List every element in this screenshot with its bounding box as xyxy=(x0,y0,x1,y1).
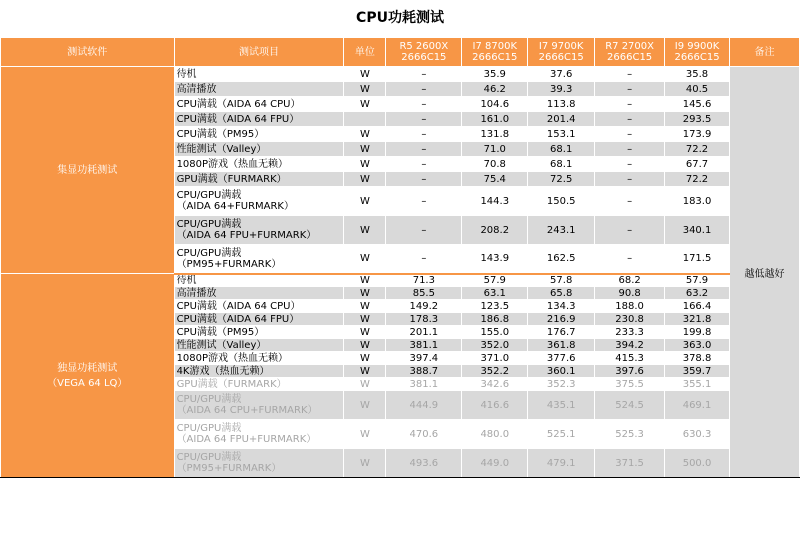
value-cell: – xyxy=(595,172,665,187)
value-cell: – xyxy=(386,112,462,127)
value-cell: 493.6 xyxy=(386,449,462,478)
test-item: 1080P游戏（热血无赖） xyxy=(174,352,344,365)
page-title: CPU功耗测试 xyxy=(356,10,444,26)
value-cell: – xyxy=(595,97,665,112)
unit-cell: W xyxy=(344,449,386,478)
value-cell: 243.1 xyxy=(528,216,595,245)
value-cell: 68.1 xyxy=(528,157,595,172)
value-cell: 144.3 xyxy=(462,187,528,216)
value-cell: 173.9 xyxy=(665,127,730,142)
value-cell: 104.6 xyxy=(462,97,528,112)
value-cell: 35.9 xyxy=(462,67,528,82)
value-cell: 35.8 xyxy=(665,67,730,82)
value-cell: 377.6 xyxy=(528,352,595,365)
value-cell: 75.4 xyxy=(462,172,528,187)
value-cell: 57.9 xyxy=(665,274,730,287)
value-cell: 85.5 xyxy=(386,287,462,300)
table-row xyxy=(1,274,800,287)
value-cell: 359.7 xyxy=(665,365,730,378)
table-bottom-rule xyxy=(0,477,800,478)
header-cpu: I7 9700K 2666C15 xyxy=(528,38,595,67)
test-item: CPU满载（AIDA 64 CPU） xyxy=(174,97,344,112)
value-cell: – xyxy=(386,216,462,245)
test-item: CPU/GPU满载 （PM95+FURMARK） xyxy=(174,449,344,478)
value-cell: 39.3 xyxy=(528,82,595,97)
unit-cell: W xyxy=(344,157,386,172)
value-cell: 67.7 xyxy=(665,157,730,172)
value-cell: 90.8 xyxy=(595,287,665,300)
value-cell: 415.3 xyxy=(595,352,665,365)
unit-cell: W xyxy=(344,313,386,326)
value-cell: 355.1 xyxy=(665,378,730,391)
value-cell: 525.3 xyxy=(595,420,665,449)
value-cell: 57.9 xyxy=(462,274,528,287)
unit-cell: W xyxy=(344,391,386,420)
value-cell: 123.5 xyxy=(462,300,528,313)
value-cell: 201.1 xyxy=(386,326,462,339)
value-cell: 470.6 xyxy=(386,420,462,449)
test-item: CPU/GPU满载 （PM95+FURMARK） xyxy=(174,245,344,274)
value-cell: 72.2 xyxy=(665,142,730,157)
value-cell: – xyxy=(595,127,665,142)
value-cell: 208.2 xyxy=(462,216,528,245)
value-cell: 155.0 xyxy=(462,326,528,339)
value-cell: 352.0 xyxy=(462,339,528,352)
test-item: GPU满载（FURMARK） xyxy=(174,172,344,187)
unit-cell: W xyxy=(344,274,386,287)
value-cell: 201.4 xyxy=(528,112,595,127)
unit-cell xyxy=(344,112,386,127)
power-table xyxy=(0,37,800,478)
note-cell: 越低越好 xyxy=(730,67,800,478)
value-cell: 397.4 xyxy=(386,352,462,365)
value-cell: 381.1 xyxy=(386,339,462,352)
unit-cell: W xyxy=(344,142,386,157)
value-cell: 37.6 xyxy=(528,67,595,82)
value-cell: – xyxy=(595,245,665,274)
value-cell: 113.8 xyxy=(528,97,595,112)
value-cell: 352.2 xyxy=(462,365,528,378)
test-item: CPU/GPU满载 （AIDA 64+FURMARK） xyxy=(174,187,344,216)
unit-cell: W xyxy=(344,97,386,112)
value-cell: 186.8 xyxy=(462,313,528,326)
value-cell: – xyxy=(386,67,462,82)
value-cell: 131.8 xyxy=(462,127,528,142)
header-cpu: I7 8700K 2666C15 xyxy=(462,38,528,67)
table-body xyxy=(1,67,800,478)
value-cell: – xyxy=(595,216,665,245)
value-cell: 394.2 xyxy=(595,339,665,352)
header-unit: 单位 xyxy=(344,38,386,67)
value-cell: 166.4 xyxy=(665,300,730,313)
value-cell: 65.8 xyxy=(528,287,595,300)
value-cell: 381.1 xyxy=(386,378,462,391)
value-cell: 444.9 xyxy=(386,391,462,420)
value-cell: 360.1 xyxy=(528,365,595,378)
test-item: CPU/GPU满载 （AIDA 64 CPU+FURMARK） xyxy=(174,391,344,420)
unit-cell: W xyxy=(344,216,386,245)
value-cell: 176.7 xyxy=(528,326,595,339)
value-cell: 293.5 xyxy=(665,112,730,127)
value-cell: 416.6 xyxy=(462,391,528,420)
value-cell: 342.6 xyxy=(462,378,528,391)
value-cell: 375.5 xyxy=(595,378,665,391)
value-cell: 479.1 xyxy=(528,449,595,478)
value-cell: 340.1 xyxy=(665,216,730,245)
test-item: 性能测试（Valley） xyxy=(174,142,344,157)
value-cell: 352.3 xyxy=(528,378,595,391)
test-item: 高清播放 xyxy=(174,287,344,300)
test-item: GPU满载（FURMARK） xyxy=(174,378,344,391)
value-cell: 435.1 xyxy=(528,391,595,420)
value-cell: 46.2 xyxy=(462,82,528,97)
header-cpu: I9 9900K 2666C15 xyxy=(665,38,730,67)
value-cell: 72.2 xyxy=(665,172,730,187)
value-cell: 183.0 xyxy=(665,187,730,216)
value-cell: 397.6 xyxy=(595,365,665,378)
value-cell: 480.0 xyxy=(462,420,528,449)
value-cell: 150.5 xyxy=(528,187,595,216)
value-cell: 216.9 xyxy=(528,313,595,326)
value-cell: – xyxy=(595,157,665,172)
test-item: 待机 xyxy=(174,67,344,82)
value-cell: 199.8 xyxy=(665,326,730,339)
value-cell: 72.5 xyxy=(528,172,595,187)
header-item: 测试项目 xyxy=(174,38,344,67)
unit-cell: W xyxy=(344,127,386,142)
value-cell: 57.8 xyxy=(528,274,595,287)
test-item: CPU满载（AIDA 64 CPU） xyxy=(174,300,344,313)
table-row xyxy=(1,67,800,82)
test-item: 4K游戏（热血无赖） xyxy=(174,365,344,378)
value-cell: 70.8 xyxy=(462,157,528,172)
test-item: 待机 xyxy=(174,274,344,287)
value-cell: 630.3 xyxy=(665,420,730,449)
unit-cell: W xyxy=(344,172,386,187)
header-cpu: R5 2600X 2666C15 xyxy=(386,38,462,67)
value-cell: – xyxy=(386,142,462,157)
value-cell: 500.0 xyxy=(665,449,730,478)
header-software: 测试软件 xyxy=(1,38,175,67)
group-label: 独显功耗测试 （VEGA 64 LQ） xyxy=(1,274,175,478)
unit-cell: W xyxy=(344,420,386,449)
value-cell: 321.8 xyxy=(665,313,730,326)
unit-cell: W xyxy=(344,326,386,339)
value-cell: 40.5 xyxy=(665,82,730,97)
value-cell: 143.9 xyxy=(462,245,528,274)
value-cell: – xyxy=(595,187,665,216)
value-cell: – xyxy=(386,245,462,274)
value-cell: 363.0 xyxy=(665,339,730,352)
value-cell: 524.5 xyxy=(595,391,665,420)
value-cell: 63.1 xyxy=(462,287,528,300)
test-item: 高清播放 xyxy=(174,82,344,97)
value-cell: 134.3 xyxy=(528,300,595,313)
test-item: CPU满载（AIDA 64 FPU） xyxy=(174,112,344,127)
value-cell: – xyxy=(386,82,462,97)
value-cell: – xyxy=(386,97,462,112)
value-cell: 71.3 xyxy=(386,274,462,287)
value-cell: 388.7 xyxy=(386,365,462,378)
value-cell: 149.2 xyxy=(386,300,462,313)
unit-cell: W xyxy=(344,365,386,378)
value-cell: – xyxy=(386,172,462,187)
value-cell: 171.5 xyxy=(665,245,730,274)
test-item: CPU满载（AIDA 64 FPU） xyxy=(174,313,344,326)
value-cell: – xyxy=(595,142,665,157)
test-item: CPU满载（PM95） xyxy=(174,326,344,339)
value-cell: 233.3 xyxy=(595,326,665,339)
test-item: CPU/GPU满载 （AIDA 64 FPU+FURMARK） xyxy=(174,420,344,449)
value-cell: 449.0 xyxy=(462,449,528,478)
test-item: 性能测试（Valley） xyxy=(174,339,344,352)
value-cell: 371.0 xyxy=(462,352,528,365)
value-cell: – xyxy=(595,112,665,127)
value-cell: 145.6 xyxy=(665,97,730,112)
unit-cell: W xyxy=(344,82,386,97)
value-cell: 68.2 xyxy=(595,274,665,287)
value-cell: 178.3 xyxy=(386,313,462,326)
value-cell: 188.0 xyxy=(595,300,665,313)
value-cell: 71.0 xyxy=(462,142,528,157)
value-cell: 68.1 xyxy=(528,142,595,157)
unit-cell: W xyxy=(344,339,386,352)
header-row xyxy=(1,38,800,67)
value-cell: – xyxy=(386,127,462,142)
test-item: CPU满载（PM95） xyxy=(174,127,344,142)
value-cell: 162.5 xyxy=(528,245,595,274)
value-cell: 161.0 xyxy=(462,112,528,127)
value-cell: 371.5 xyxy=(595,449,665,478)
value-cell: 378.8 xyxy=(665,352,730,365)
value-cell: 63.2 xyxy=(665,287,730,300)
test-item: 1080P游戏（热血无赖） xyxy=(174,157,344,172)
value-cell: – xyxy=(595,67,665,82)
value-cell: – xyxy=(386,187,462,216)
value-cell: – xyxy=(386,157,462,172)
value-cell: – xyxy=(595,82,665,97)
unit-cell: W xyxy=(344,378,386,391)
unit-cell: W xyxy=(344,67,386,82)
value-cell: 230.8 xyxy=(595,313,665,326)
group-label: 集显功耗测试 xyxy=(1,67,175,274)
unit-cell: W xyxy=(344,287,386,300)
unit-cell: W xyxy=(344,245,386,274)
unit-cell: W xyxy=(344,352,386,365)
value-cell: 469.1 xyxy=(665,391,730,420)
header-cpu: R7 2700X 2666C15 xyxy=(595,38,665,67)
value-cell: 361.8 xyxy=(528,339,595,352)
unit-cell: W xyxy=(344,187,386,216)
header-note: 备注 xyxy=(730,38,800,67)
value-cell: 525.1 xyxy=(528,420,595,449)
value-cell: 153.1 xyxy=(528,127,595,142)
unit-cell: W xyxy=(344,300,386,313)
test-item: CPU/GPU满载 （AIDA 64 FPU+FURMARK） xyxy=(174,216,344,245)
